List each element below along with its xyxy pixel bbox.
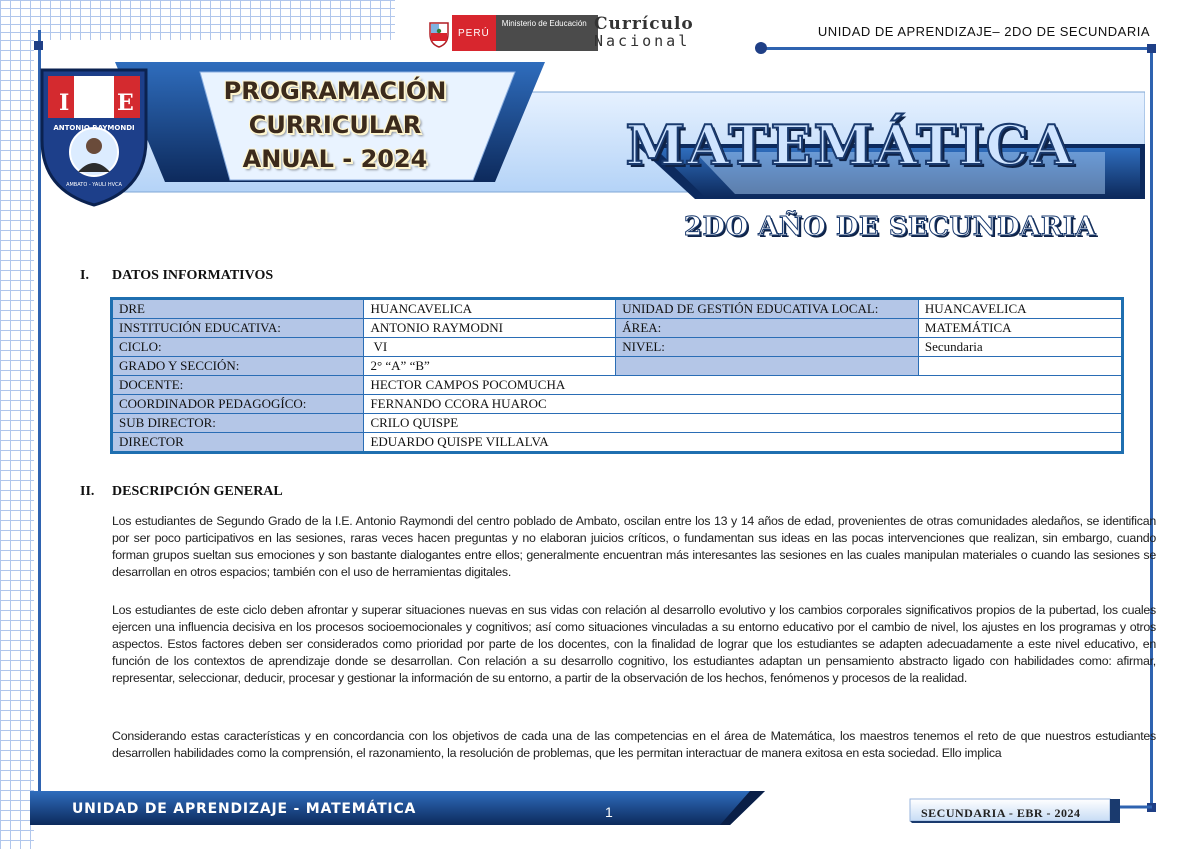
table-row (112, 376, 1123, 395)
table-value: CRILO QUISPE (364, 414, 1123, 433)
table-row (112, 414, 1123, 433)
table-row (112, 357, 1123, 376)
section-title: DESCRIPCIÓN GENERAL (112, 484, 283, 499)
frame-corner-square (1147, 44, 1156, 53)
table-label: DRE (112, 299, 364, 319)
logo-letter-e: E (117, 90, 134, 116)
table-row (112, 299, 1123, 319)
subject-title: MATEMÁTICA (625, 113, 1075, 177)
curriculo-line2: Nacional (594, 32, 691, 50)
footer-unit-label: UNIDAD DE APRENDIZAJE - MATEMÁTICA (72, 801, 417, 817)
paragraph-1: Los estudiantes de Segundo Grado de la I.E. Antonio Raymondi del centro poblado de Ambato, oscilan entre los 13 y 14 años de edad, provenientes de otras comunidades aledaños, se identifican por ser poco participativos en las sesiones, raras veces hacen preguntas y no elaboran juicios críticos, o fundamentan sus ideas en las pocas intervenciones que realizan, sin embargo, cuando forman grupos sueltan sus emociones y son bastante dialogantes entre ellos; generalmente encuentran más interesantes las sesiones en las cuales manipulan materiales o cuando las sesiones se desarrollan en otros espacios; también con el uso de herramientas digitales. (112, 514, 1156, 579)
table-value: MATEMÁTICA (918, 319, 1122, 338)
minedu-logo (452, 15, 598, 51)
table-label: CICLO: (112, 338, 364, 357)
section-title: DATOS INFORMATIVOS (112, 268, 274, 283)
programacion-line2: CURRICULAR (248, 111, 422, 139)
logo-school-name: ANTONIO RAYMONDI (53, 124, 135, 132)
table-label (616, 357, 919, 376)
section-number: II. (80, 484, 95, 499)
frame-line-top (762, 47, 1154, 50)
table-label: DIRECTOR (112, 433, 364, 453)
table-value: HUANCAVELICA (364, 299, 616, 319)
grid-pattern-left (0, 40, 34, 849)
section-heading-datos (80, 268, 273, 284)
table-label: ÁREA: (616, 319, 919, 338)
table-row (112, 433, 1123, 453)
footer-level-label: SECUNDARIA - EBR - 2024 (921, 806, 1081, 820)
grid-pattern-top (0, 0, 395, 40)
table-value (918, 357, 1122, 376)
logo-location: AMBATO - YAULI HVCA (66, 182, 122, 188)
frame-dot (755, 42, 767, 54)
table-label: SUB DIRECTOR: (112, 414, 364, 433)
paragraph-3: Considerando estas características y en concordancia con los objetivos de cada una de las competencias en el área de Matemática, los maestros tenemos el reto de que nuestros estudiantes desarrollen habilidades como la comprensión, el razonamiento, la resolución de problemas, que les permitan interactuar de manera exitosa en esta sociedad. Ello implica (112, 729, 1156, 760)
grade-title: 2DO AÑO DE SECUNDARIA (683, 212, 1097, 242)
table-value: HECTOR CAMPOS POCOMUCHA (364, 376, 1123, 395)
table-row (112, 319, 1123, 338)
table-label: UNIDAD DE GESTIÓN EDUCATIVA LOCAL: (616, 299, 919, 319)
paragraph-2: Los estudiantes de este ciclo deben afrontar y superar situaciones nuevas en sus vidas con relación al desarrollo evolutivo y los cambios corporales significativos propios de la pubertad, los cuales ejercen una influencia decisiva en los procesos socioemocionales y cognitivos; así como situaciones vinculadas a su entorno educativo por el cambio de nivel, los ajustes en los programas y otros aspectos. Estos factores deben ser considerados como prioridad por parte de los docentes, con la finalidad de lograr que los estudiantes se adapten adecuadamente a este nivel educativo, en función de los contextos de aprendizaje donde se desarrollan. Con relación a su desarrollo cognitivo, los estudiantes adaptan un pensamiento abstracto ligado con habilidades como: afirmar, representar, seleccionar, deducir, procesar y gestionar la información de su entorno, a partir de la observación de los hechos, fenómenos y procesos de la realidad. (112, 603, 1156, 685)
table-value: ANTONIO RAYMODNI (364, 319, 616, 338)
peru-label: PERÚ (452, 15, 496, 51)
table-value: Secundaria (918, 338, 1122, 357)
programacion-line3: ANUAL - 2024 (242, 145, 428, 173)
table-label: NIVEL: (616, 338, 919, 357)
page-number: 1 (605, 804, 613, 820)
curriculo-line1: Currículo (594, 14, 694, 34)
ministry-label: Ministerio de Educación (496, 15, 598, 51)
table-value: EDUARDO QUISPE VILLALVA (364, 433, 1123, 453)
table-row (112, 395, 1123, 414)
frame-corner-square (34, 41, 43, 50)
table-label: INSTITUCIÓN EDUCATIVA: (112, 319, 364, 338)
table-value: HUANCAVELICA (918, 299, 1122, 319)
header-unit-title: UNIDAD DE APRENDIZAJE– 2DO DE SECUNDARIA (817, 24, 1150, 39)
school-logo (34, 60, 154, 210)
table-value: VI (364, 338, 616, 357)
table-label: COORDINADOR PEDAGOGÍCO: (112, 395, 364, 414)
section-heading-descripcion (80, 484, 283, 500)
table-label: GRADO Y SECCIÓN: (112, 357, 364, 376)
section-number: I. (80, 268, 89, 283)
logo-letter-i: I (59, 90, 70, 116)
frame-line-right (1150, 48, 1153, 810)
table-value: 2° “A” “B” (364, 357, 616, 376)
programacion-line1: PROGRAMACIÓN (223, 77, 447, 105)
table-value: FERNANDO CCORA HUAROC (364, 395, 1123, 414)
curriculo-nacional-logo (594, 16, 694, 50)
table-label: DOCENTE: (112, 376, 364, 395)
datos-informativos-table (110, 297, 1124, 454)
peru-shield-icon (428, 20, 450, 48)
programacion-title (205, 74, 465, 176)
table-row (112, 338, 1123, 357)
